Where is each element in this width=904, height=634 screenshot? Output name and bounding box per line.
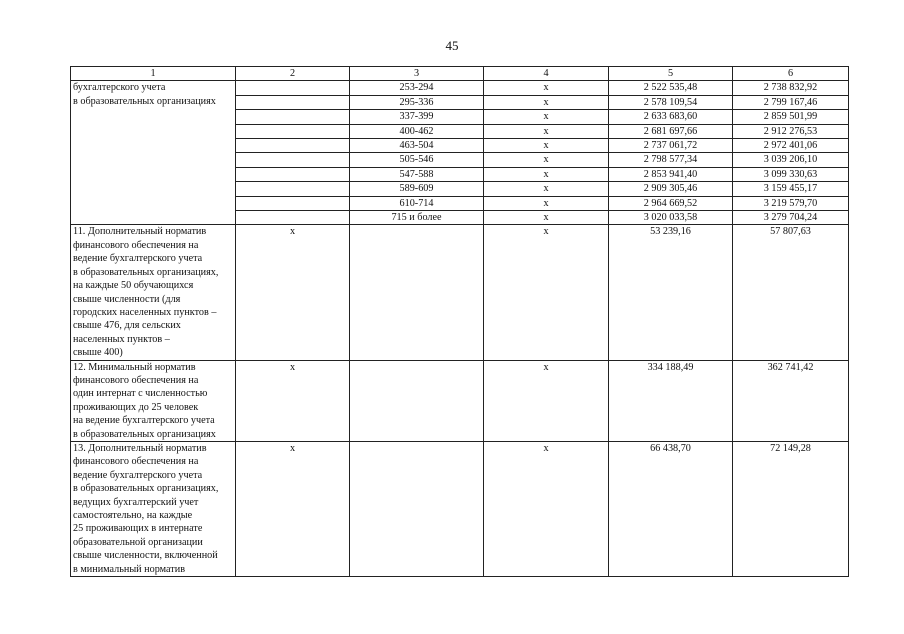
header-col-5: 5 [609,67,733,81]
cell-col-2 [236,196,350,210]
description-line: городских населенных пунктов – [73,306,217,318]
marker-cell: x [484,153,609,167]
table-row-row12 [71,360,849,441]
range-cell: 547-588 [350,167,484,181]
marker-cell: x [484,110,609,124]
description-line: ведение бухгалтерского учета [73,253,203,265]
description-line: на ведение бухгалтерского учета [73,415,215,427]
cell-col-2 [236,81,350,95]
cell-col-2 [236,153,350,167]
norm-description [71,441,236,576]
page-number: 45 [445,38,459,53]
header-col-3: 3 [350,67,484,81]
value-cell-5: 3 020 033,58 [609,211,733,225]
marker-cell: x [484,167,609,181]
description-line: в образовательных организациях, [73,483,219,495]
description-line: в образовательных организациях [73,428,216,440]
value-cell-6: 3 159 455,17 [733,182,849,196]
value-cell-5: 2 578 109,54 [609,95,733,109]
description-line: образовательной организации [73,536,203,548]
value-cell-6: 3 279 704,24 [733,211,849,225]
value-cell-6: 2 799 167,46 [733,95,849,109]
header-col-6: 6 [733,67,849,81]
marker-cell-2: x [236,225,350,360]
description-line: финансового обеспечения на [73,239,199,251]
table-row [71,81,849,95]
cell-col-2 [236,139,350,153]
description-line: населенных пунктов – [73,333,170,345]
table-row-row13 [71,441,849,576]
value-cell-5: 2 681 697,66 [609,124,733,138]
range-cell: 295-336 [350,95,484,109]
description-line: 11. Дополнительный норматив [73,226,207,238]
table-row-row11 [71,225,849,360]
description-line: финансового обеспечения на [73,456,199,468]
description-line: свыше численности, включенной [73,550,218,562]
description-line: 13. Дополнительный норматив [73,442,207,454]
marker-cell-4: x [484,441,609,576]
marker-cell-4: x [484,225,609,360]
description-line: бухгалтерского учета [73,82,166,94]
norm-description [71,225,236,360]
value-cell-5: 66 438,70 [609,441,733,576]
description-line: в образовательных организациях [73,95,216,107]
range-cell: 610-714 [350,196,484,210]
range-cell: 400-462 [350,124,484,138]
cell-col-2 [236,211,350,225]
value-cell-5: 2 737 061,72 [609,139,733,153]
description-line: 12. Минимальный норматив [73,361,196,373]
cell-col-2 [236,167,350,181]
marker-cell: x [484,124,609,138]
value-cell-5: 2 633 683,60 [609,110,733,124]
value-cell-5: 2 522 535,48 [609,81,733,95]
value-cell-6: 72 149,28 [733,441,849,576]
description-line: один интернат с численностью [73,388,208,400]
value-cell-6: 362 741,42 [733,360,849,441]
value-cell-5: 2 909 305,46 [609,182,733,196]
value-cell-6: 2 972 401,06 [733,139,849,153]
value-cell-6: 2 738 832,92 [733,81,849,95]
value-cell-5: 53 239,16 [609,225,733,360]
value-cell-5: 2 798 577,34 [609,153,733,167]
value-cell-6: 2 859 501,99 [733,110,849,124]
description-line: в образовательных организациях, [73,266,219,278]
marker-cell: x [484,196,609,210]
value-cell-6: 2 912 276,53 [733,124,849,138]
value-cell-5: 2 853 941,40 [609,167,733,181]
description-line: на каждые 50 обучающихся [73,280,194,292]
value-cell-6: 3 219 579,70 [733,196,849,210]
header-row [71,67,849,81]
description-line: свыше численности (для [73,293,181,305]
range-cell: 337-399 [350,110,484,124]
range-cell: 463-504 [350,139,484,153]
marker-cell: x [484,182,609,196]
marker-cell: x [484,139,609,153]
marker-cell: x [484,211,609,225]
cell-col-2 [236,95,350,109]
description-line: свыше 476, для сельских [73,320,181,332]
cell-col-2 [236,124,350,138]
description-line: проживающих до 25 человек [73,401,199,413]
value-cell-6: 3 099 330,63 [733,167,849,181]
cell-col-2 [236,182,350,196]
range-cell: 589-609 [350,182,484,196]
marker-cell: x [484,81,609,95]
description-line: самостоятельно, на каждые [73,510,193,521]
description-line: в минимальный норматив [73,563,186,575]
value-cell-5: 2 964 669,52 [609,196,733,210]
cell-col-3 [350,441,484,576]
value-cell-6: 57 807,63 [733,225,849,360]
description-line: ведущих бухгалтерский учет [73,496,199,508]
marker-cell-4: x [484,360,609,441]
cell-col-3 [350,360,484,441]
norms-table [70,66,849,577]
description-line: финансового обеспечения на [73,374,199,386]
cell-col-3 [350,225,484,360]
header-col-1: 1 [71,67,236,81]
value-cell-6: 3 039 206,10 [733,153,849,167]
range-cell: 253-294 [350,81,484,95]
description-line: 25 проживающих в интернате [73,523,203,535]
value-cell-5: 334 188,49 [609,360,733,441]
marker-cell-2: x [236,360,350,441]
norm-description [71,360,236,441]
header-col-2: 2 [236,67,350,81]
header-col-4: 4 [484,67,609,81]
table-body [71,81,849,577]
description-line: свыше 400) [73,347,123,359]
range-cell: 715 и более [350,211,484,225]
marker-cell-2: x [236,441,350,576]
group-description [71,81,236,225]
cell-col-2 [236,110,350,124]
marker-cell: x [484,95,609,109]
range-cell: 505-546 [350,153,484,167]
description-line: ведение бухгалтерского учета [73,469,203,481]
